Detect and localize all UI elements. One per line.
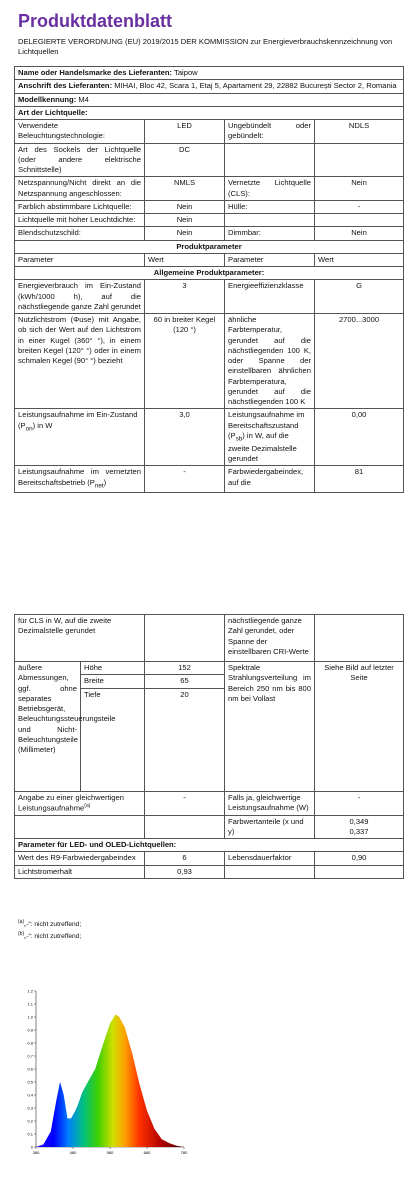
x-tick-label: 780 <box>180 1150 188 1155</box>
supplier-name-label: Name oder Handelsmarke des Lieferanten: <box>18 68 173 77</box>
supplier-name-row <box>15 67 404 80</box>
energy-class-value: G <box>315 280 404 314</box>
y-tick-label: 0.1 <box>27 1131 33 1137</box>
table-row <box>15 280 404 314</box>
y-tick-label: 0.9 <box>27 1027 33 1033</box>
lumen-maintenance-label: Lichtstromerhalt <box>15 865 145 878</box>
y-tick-label: 0.3 <box>27 1105 33 1111</box>
networked-standby-value: - <box>145 466 225 492</box>
dimension-key: Breite <box>81 675 145 688</box>
model-value: M4 <box>78 94 89 104</box>
table-row <box>15 615 404 662</box>
product-parameters-header: Produktparameter <box>15 240 404 253</box>
table-row <box>15 214 404 227</box>
table-row <box>15 227 404 240</box>
row-label <box>225 143 315 177</box>
row-label: Netzspannung/Nicht direkt an die Netzspannung angeschlossen: <box>15 177 145 201</box>
spectral-distribution-chart <box>16 985 196 1160</box>
x-tick-label: 480 <box>69 1150 77 1155</box>
supplier-name-value: Taipow <box>174 68 198 77</box>
table-row <box>15 200 404 213</box>
supplier-address-row <box>15 80 404 93</box>
column-header: Wert <box>145 253 225 266</box>
row-value <box>315 143 404 177</box>
y-tick-label: 0.2 <box>27 1118 33 1124</box>
table-row <box>15 852 404 865</box>
row-label: Farblich abstimmbare Lichtquelle: <box>15 200 145 213</box>
row-value: Nein <box>145 214 225 227</box>
networked-standby-label-cont: für CLS in W, auf die zweite Dezimalstelle gerundet <box>15 615 145 662</box>
color-temperature-label: ähnliche Farbtemperatur, gerundet auf die nächstliegenden 100 K, oder Spanne der einstellbaren ähnlichen Farbtemperatura, gerundet auf die nächstliegenden 100 K <box>225 314 315 409</box>
dimension-key: Tiefe <box>81 688 145 791</box>
x-axis <box>30 1144 188 1155</box>
table-row <box>15 815 404 839</box>
dimensions-label: äußere Abmessungen, ggf. ohne separates Betriebsgerät, Beleuchtungssteuerungsteile und Nicht-Beleuchtungsteile (Millimeter) <box>15 662 81 792</box>
dimension-value: 65 <box>145 675 225 688</box>
table-row <box>15 662 404 675</box>
row-label: Hülle: <box>225 200 315 213</box>
table-row <box>15 466 404 492</box>
model-row <box>15 93 404 106</box>
y-tick-label: 0.6 <box>27 1066 33 1072</box>
row-label: Lichtquelle mit hoher Leuchtdichte: <box>15 214 145 227</box>
table-row <box>15 791 404 815</box>
row-label: Ungebündelt oder gebündelt: <box>225 120 315 144</box>
energy-consumption-value: 3 <box>145 280 225 314</box>
dimension-value: 20 <box>145 688 225 791</box>
row-label: Dimmbar: <box>225 227 315 240</box>
luminous-flux-value: 60 in breiter Kegel (120 °) <box>145 314 225 409</box>
column-header: Wert <box>315 253 404 266</box>
table-row <box>15 120 404 144</box>
row-value: Nein <box>315 177 404 201</box>
standby-power-value: 0,00 <box>315 409 404 466</box>
x-tick-label: 680 <box>143 1150 151 1155</box>
footnote-a: $^{(a)}$„-“: nicht zutreffend; <box>18 919 82 929</box>
y-tick-label: 0.7 <box>27 1053 33 1059</box>
spectral-distribution-value: Siehe Bild auf letzter Seite <box>315 662 404 792</box>
row-value <box>315 214 404 227</box>
r9-value: 6 <box>145 852 225 865</box>
row-value: Nein <box>315 227 404 240</box>
supplier-address-value: MIHAI, Bloc 42, Scara 1, Etaj 5, Apartament 29, 22882 București Sector 2, Romania <box>114 81 397 91</box>
row-label: Blendschutzschild: <box>15 227 145 240</box>
column-header: Parameter <box>225 253 315 266</box>
dimension-key: Höhe <box>81 662 145 675</box>
page-title: Produktdatenblatt <box>18 11 173 31</box>
x-tick-label: 580 <box>106 1150 114 1155</box>
row-label: Verwendete Beleuchtungstechnologie: <box>15 120 145 144</box>
row-value: Nein <box>145 227 225 240</box>
table-row <box>15 177 404 201</box>
table-row <box>15 143 404 177</box>
row-value: DC <box>145 143 225 177</box>
footnote-b: $^{(b)}$„-“: nicht zutreffend; <box>18 931 82 941</box>
row-value: NMLS <box>145 177 225 201</box>
color-temperature-value: 2700...3000 <box>315 314 404 409</box>
chromaticity-label: Farbwertanteile (x und y) <box>225 815 315 839</box>
row-value: LED <box>145 120 225 144</box>
dimension-value: 152 <box>145 662 225 675</box>
row-value: - <box>315 200 404 213</box>
y-tick-label: 1.0 <box>27 1014 33 1020</box>
table-row <box>15 314 404 409</box>
supplier-address-label: Anschrift des Lieferanten: <box>18 81 113 91</box>
spectral-distribution-label: Spektrale Strahlungsverteilung im Bereich 250 nm bis 800 nm bei Vollast <box>225 662 315 792</box>
energy-class-label: Energieeffizienzklasse <box>225 280 315 314</box>
table-row <box>15 409 404 466</box>
energy-consumption-label: Energieverbrauch im Ein-Zustand (kWh/1000 h), auf die nächstliegende ganze Zahl gerundet <box>15 280 145 314</box>
y-tick-label: 0.8 <box>27 1040 33 1046</box>
y-tick-label: 0.4 <box>27 1092 33 1098</box>
column-headers <box>15 253 404 266</box>
equivalent-power-watts-value: - <box>315 791 404 815</box>
page-break <box>0 604 411 614</box>
row-label: Art des Sockels der Lichtquelle (oder andere elektrische Schnittstelle) <box>15 143 145 177</box>
survival-factor-label: Lebensdauerfaktor <box>225 852 315 865</box>
r9-label: Wert des R9-Farbwiedergabeindex <box>15 852 145 865</box>
cri-label-cont: nächstliegende ganze Zahl gerundet, oder Spanne der einstellbaren CRI-Werte <box>225 615 315 662</box>
row-value: Nein <box>145 200 225 213</box>
y-tick-label: 1.2 <box>27 988 33 994</box>
y-tick-label: 1.1 <box>27 1001 33 1007</box>
cri-value: 81 <box>315 466 404 492</box>
row-label: Vernetzte Lichtquelle (CLS): <box>225 177 315 201</box>
chromaticity-x: 0,349 <box>349 816 369 826</box>
on-mode-power-label: Leistungsaufnahme im Ein-Zustand $(P_{on})$ in W <box>15 409 145 466</box>
column-header: Parameter <box>15 253 145 266</box>
equivalent-power-value: - <box>145 791 225 815</box>
product-datasheet-table-continued <box>14 614 404 879</box>
general-parameters-header: Allgemeine Produktparameter: <box>15 267 404 280</box>
networked-standby-label: Leistungsaufnahme im vernetzten Bereitschaftsbetrieb $(P_{net})$ <box>15 466 145 492</box>
on-mode-power-value: 3,0 <box>145 409 225 466</box>
luminous-flux-label: Nutzlichtstrom (Φuse) mit Angabe, ob sich der Wert auf den Lichtstrom in einer Kugel (360° °), in einem breiten Kegel (120° °) oder in einem schmalen Kegel (90° °) bezieht <box>15 314 145 409</box>
y-tick-label: 0.5 <box>27 1079 33 1085</box>
standby-power-label: Leistungsaufnahme im Bereitschaftszustand $(P_{sb})$ in W, auf die zweite Dezimalstelle gerundet <box>225 409 315 466</box>
regulation-subtitle: DELEGIERTE VERORDNUNG (EU) 2019/2015 DER KOMMISSION zur Energieverbrauchskennzeichnung von Lichtquellen <box>18 37 393 56</box>
product-datasheet-table <box>14 66 404 493</box>
chromaticity-y: 0,337 <box>349 826 369 836</box>
chromaticity-value <box>315 815 404 839</box>
equivalent-power-label: Angabe zu einer gleichwertigen Leistungsaufnahme$^{(a)}$ <box>15 791 145 815</box>
led-parameters-header: Parameter für LED- und OLED-Lichtquellen: <box>15 839 404 852</box>
row-label <box>225 214 315 227</box>
lumen-maintenance-value: 0,93 <box>145 865 225 878</box>
row-value: NDLS <box>315 120 404 144</box>
model-label: Modellkennung: <box>18 94 77 104</box>
x-tick-label: 380 <box>32 1150 40 1155</box>
survival-factor-value: 0,90 <box>315 852 404 865</box>
lightsource-header: Art der Lichtquelle: <box>15 106 404 119</box>
table-row <box>15 865 404 878</box>
y-tick-label: 0 <box>30 1144 33 1150</box>
cri-label: Farbwiedergabeindex, auf die <box>225 466 315 492</box>
equivalent-power-watts-label: Falls ja, gleichwertige Leistungsaufnahme (W) <box>225 791 315 815</box>
spectrum-area <box>36 1014 184 1147</box>
